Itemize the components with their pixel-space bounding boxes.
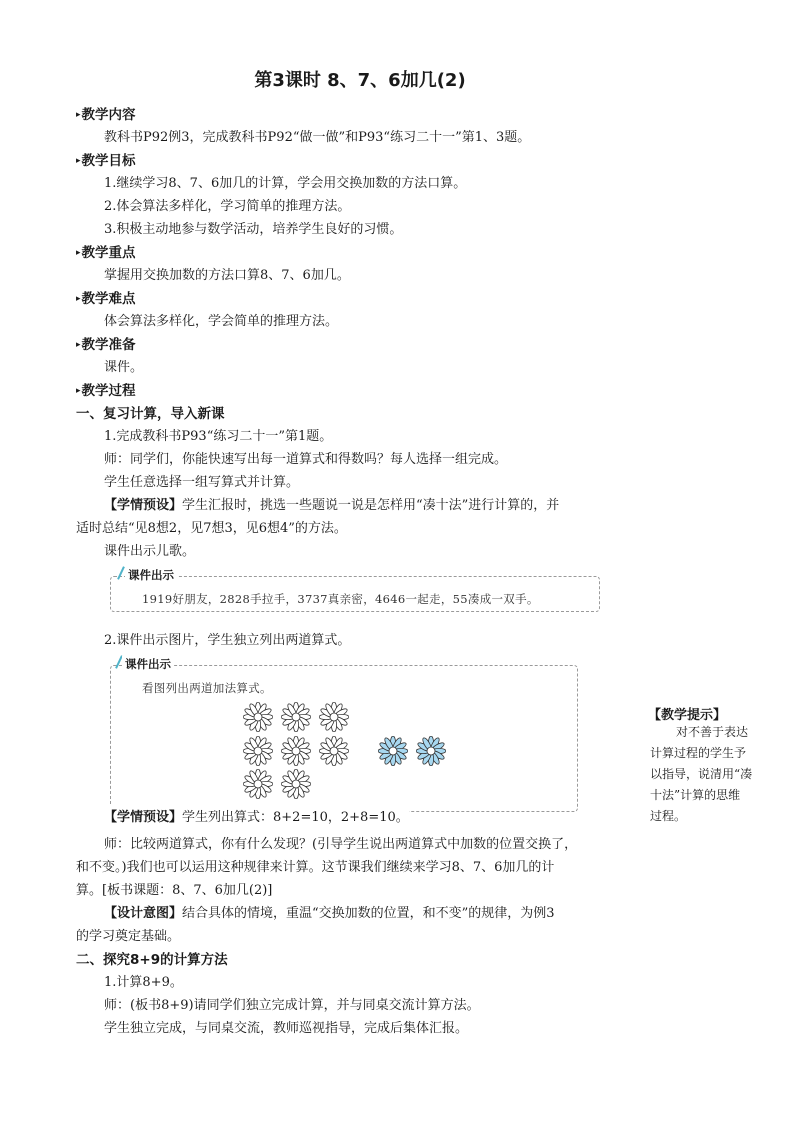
triangle-icon: ▸ — [76, 294, 81, 304]
part1-line: 学生任意选择一组写算式并计算。 — [104, 475, 300, 490]
page-title: 第3课时 8、7、6加几(2) — [254, 70, 466, 91]
part1-line: 师：比较两道算式，你有什么发现？(引导学生说出两道算式中加数的位置交换了， — [104, 837, 578, 852]
white-flower-icon — [243, 769, 273, 799]
section-goals-heading — [76, 149, 136, 169]
goal-item: 1.继续学习8、7、6加几的计算，学会用交换加数的方法口算。 — [104, 176, 467, 191]
section-label: 教学准备 — [81, 337, 136, 353]
part1-line — [104, 494, 559, 513]
tag-text: 学生汇报时，挑选一些题说一说是怎样用“凑十法”进行计算的，并 — [182, 498, 560, 513]
white-flower-icon — [319, 736, 349, 766]
section-label: 教学过程 — [81, 383, 136, 399]
section-label: 教学难点 — [81, 291, 136, 307]
sidebar-line: 对不善于表达 — [676, 725, 749, 739]
part2-line: 学生独立完成，与同桌交流，教师巡视指导，完成后集体汇报。 — [104, 1021, 469, 1036]
part1-line — [104, 806, 409, 825]
part1-line: 的学习奠定基础。 — [76, 929, 181, 944]
tag-label: 【学情预设】 — [104, 810, 183, 825]
tag-label: 【学情预设】 — [104, 498, 183, 513]
key-text: 掌握用交换加数的方法口算8、7、6加几。 — [104, 268, 350, 283]
part2-line: 师：(板书8+9)请同学们独立完成计算，并与同桌交流计算方法。 — [104, 998, 480, 1013]
triangle-icon: ▸ — [76, 156, 81, 166]
part1-line: 课件出示儿歌。 — [104, 544, 196, 559]
sidebar-line: 过程。 — [650, 809, 687, 823]
part1-line: 适时总结“见8想2，见7想3，见6想4”的方法。 — [76, 521, 347, 536]
section-content-heading — [76, 103, 136, 123]
section-difficulty-heading — [76, 287, 136, 307]
section-process-heading — [76, 379, 136, 399]
goal-item: 3.积极主动地参与数学活动，培养学生良好的习惯。 — [104, 222, 403, 237]
prep-text: 课件。 — [104, 360, 144, 375]
part1-heading: 一、复习计算，导入新课 — [76, 406, 225, 422]
blue-flower-icon — [416, 736, 446, 766]
part2-line: 1.计算8+9。 — [104, 975, 183, 990]
goal-item: 2.体会算法多样化，学习简单的推理方法。 — [104, 199, 351, 214]
triangle-icon: ▸ — [76, 110, 81, 120]
tag-text: 结合具体的情境，重温“交换加数的位置，和不变”的规律，为例3 — [182, 906, 555, 921]
sidebar-line: 以指导，说清用“凑 — [650, 767, 753, 781]
box-label: 课件出示 — [122, 656, 174, 672]
section-label: 教学重点 — [81, 245, 136, 261]
part1-line: 算。[板书课题：8、7、6加几(2)] — [76, 883, 273, 898]
blue-flower-icon — [378, 736, 408, 766]
sidebar-line: 十法”计算的思维 — [650, 788, 741, 802]
white-flower-icon — [281, 769, 311, 799]
triangle-icon: ▸ — [76, 248, 81, 258]
white-flower-icon — [319, 702, 349, 732]
white-flower-icon — [243, 736, 273, 766]
box-text: 1919好朋友，2828手拉手，3737真亲密，4646一起走，55凑成一双手。 — [142, 592, 539, 606]
section-key-heading — [76, 241, 136, 261]
sidebar-title: 【教学提示】 — [648, 708, 727, 723]
part1-line: 2.课件出示图片，学生独立列出两道算式。 — [104, 633, 351, 648]
difficulty-text: 体会算法多样化，学会简单的推理方法。 — [104, 314, 339, 329]
tag-text: 学生列出算式：8+2=10，2+8=10。 — [182, 810, 409, 825]
sidebar-line: 计算过程的学生予 — [650, 746, 747, 760]
white-flower-icon — [281, 702, 311, 732]
part2-heading: 二、探究8+9的计算方法 — [76, 952, 228, 968]
part1-line: 和不变。)我们也可以运用这种规律来计算。这节课我们继续来学习8、7、6加几的计 — [76, 860, 555, 875]
triangle-icon: ▸ — [76, 340, 81, 350]
box-text: 看图列出两道加法算式。 — [142, 681, 272, 695]
box-label: 课件出示 — [125, 567, 177, 583]
section-label: 教学目标 — [81, 153, 136, 169]
content-text: 教科书P92例3，完成教科书P92“做一做”和P93“练习二十一”第1、3题。 — [104, 130, 531, 145]
white-flower-icon — [281, 736, 311, 766]
tag-label: 【设计意图】 — [104, 906, 183, 921]
part1-line: 1.完成教科书P93“练习二十一”第1题。 — [104, 429, 333, 444]
white-flower-icon — [243, 702, 273, 732]
section-label: 教学内容 — [81, 107, 136, 123]
triangle-icon: ▸ — [76, 386, 81, 396]
part1-line — [104, 902, 555, 921]
section-prep-heading — [76, 333, 136, 353]
part1-line: 师：同学们，你能快速写出每一道算式和得数吗？每人选择一组完成。 — [104, 452, 508, 467]
